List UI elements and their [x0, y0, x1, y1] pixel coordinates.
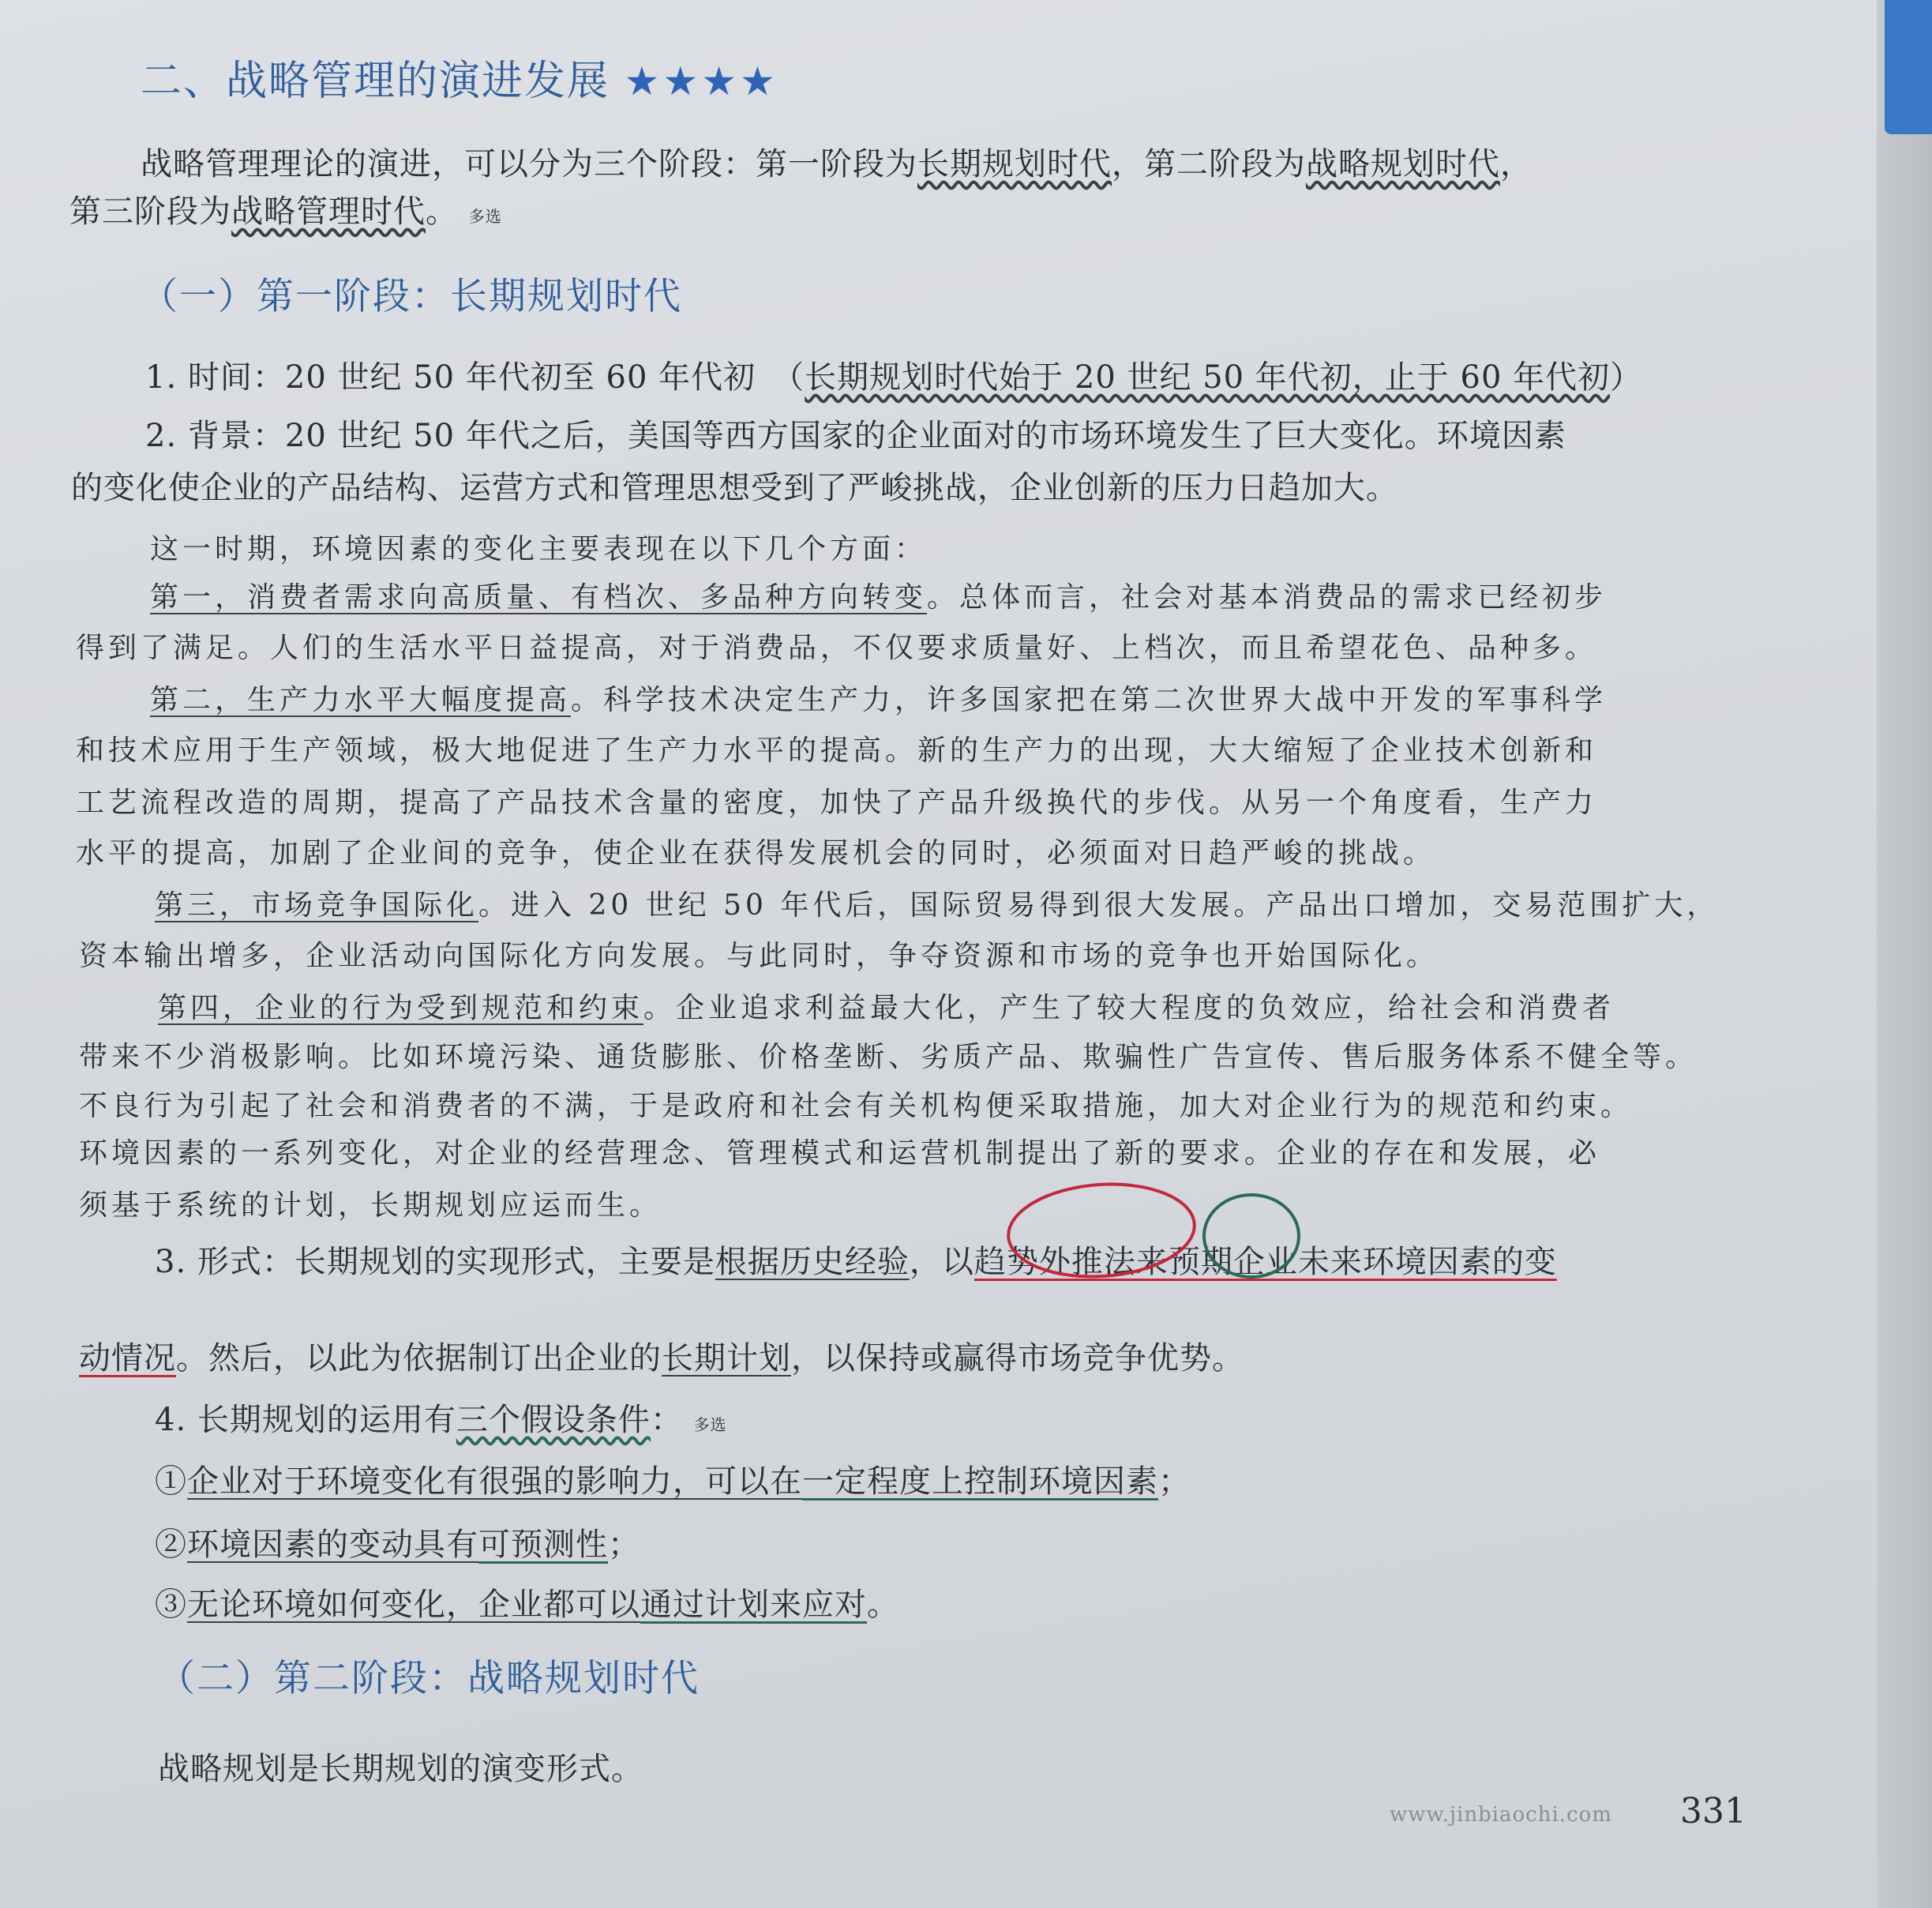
paragraph-line: [158, 986, 1615, 1026]
intro-term: 战略管理时代: [231, 193, 426, 230]
condition-text: 无论环境如何变化，企业都可以: [187, 1587, 640, 1623]
paragraph-line: [155, 883, 1719, 923]
assumption-text: ：: [650, 1402, 683, 1438]
stage1-heading: （一）第一阶段：长期规划时代: [141, 275, 682, 318]
paragraph-line: 须基于系统的计划，长期规划应运而生。: [79, 1189, 662, 1222]
background-line-2: 的变化使企业的产品结构、运营方式和管理思想受到了严峻挑战，企业创新的压力日趋加大。: [71, 470, 1398, 506]
form-text: 。然后，以此为依据制订出企业的: [176, 1340, 662, 1377]
intro-term: 长期规划时代: [917, 146, 1112, 182]
page-tab-marker: [1885, 0, 1932, 134]
condition-key: 通过计划来应对: [640, 1587, 867, 1623]
paragraph-line: 带来不少消极影响。比如环境污染、通货膨胀、价格垄断、劣质产品、欺骗性广告宣传、售后服务体系不健全等。: [79, 1041, 1698, 1073]
intro-text: 战略管理理论的演进，可以分为三个阶段：第一阶段为: [141, 146, 917, 182]
condition-1: [155, 1456, 1191, 1501]
section-title-text: 二、战略管理的演进发展: [141, 58, 610, 105]
paragraph-line: 这一时期，环境因素的变化主要表现在以下几个方面：: [150, 533, 928, 565]
intro-text: ，第二阶段为: [1112, 146, 1306, 182]
point-two: 第二，生产力水平大幅度提高: [150, 684, 572, 716]
paragraph-line: 不良行为引起了社会和消费者的不满，于是政府和社会有关机构便采取措施，加大对企业行为的规范和约束。: [79, 1090, 1634, 1122]
point-three: 第三，市场竞争国际化: [155, 889, 479, 922]
intro-text: ，: [1500, 146, 1532, 182]
form-text: ，以: [909, 1244, 974, 1280]
time-range: 长期规划时代始于 20 世纪 50 年代初，止于 60 年代初: [805, 359, 1611, 396]
condition-text: ；: [1158, 1463, 1191, 1500]
assumption-text: 4. 长期规划的运用有: [155, 1402, 456, 1438]
intro-line-1: [141, 139, 1532, 184]
condition-text: 环境因素的变动具有: [187, 1527, 478, 1563]
paragraph-text: 。总体而言，社会对基本消费品的需求已经初步: [927, 581, 1607, 614]
stage2-paragraph: 战略规划是长期规划的演变形式。: [158, 1751, 643, 1787]
paragraph-text: 。科学技术决定生产力，许多国家把在第二次世界大战中开发的军事科学: [571, 684, 1607, 716]
page-edge: [1877, 0, 1932, 1908]
condition-number: ③: [155, 1587, 187, 1623]
paragraph-line: 得到了满足。人们的生活水平日益提高，对于消费品，不仅要求质量好、上档次，而且希望花色、品种多。: [76, 632, 1598, 664]
form-term-circled: 趋势外推法来: [974, 1244, 1169, 1280]
paragraph-line: 环境因素的一系列变化，对企业的经营理念、管理模式和运营机制提出了新的要求。企业的存在和发展，必: [79, 1137, 1601, 1170]
form-term: 企业未来环境因素的变: [1232, 1244, 1557, 1280]
background-line-1: 2. 背景：20 世纪 50 年代之后，美国等西方国家的企业面对的市场环境发生了巨大变化。环境因素: [145, 418, 1566, 454]
condition-text: ；: [608, 1527, 640, 1563]
star-rating-icon: ★★★★: [624, 58, 778, 104]
form-text: ，以保持或赢得市场竞争优势。: [791, 1340, 1244, 1377]
form-term: 根据历史经验: [715, 1244, 910, 1280]
condition-key: 一定程度上控制环境因素: [802, 1463, 1158, 1500]
form-term: 长期计划: [662, 1340, 791, 1377]
footer-url: www.jinbiaochi.com: [1390, 1803, 1612, 1827]
section-title: [141, 47, 778, 107]
paragraph-line: [150, 678, 1607, 718]
condition-text: 企业对于环境变化有很强的影响力，可以在: [187, 1463, 802, 1500]
form-text: 3. 形式：长期规划的实现形式，主要是: [155, 1244, 715, 1280]
time-text: 1. 时间：20 世纪 50 年代初至 60 年代初 （: [145, 359, 805, 396]
intro-text: 。: [426, 193, 458, 230]
condition-key: 可预测性: [478, 1527, 608, 1563]
paragraph-text: 。企业追求利益最大化，产生了较大程度的负效应，给社会和消费者: [643, 992, 1615, 1024]
paragraph-line: 资本输出增多，企业活动向国际化方向发展。与此同时，争夺资源和市场的竞争也开始国际化。: [79, 940, 1439, 972]
point-one: 第一，消费者需求向高质量、有档次、多品种方向转变: [150, 581, 928, 614]
intro-line-2: [69, 186, 502, 231]
form-line-2: [79, 1333, 1244, 1378]
paragraph-text: 。进入 20 世纪 50 年代后，国际贸易得到很大发展。产品出口增加，交易范围扩大，: [478, 889, 1720, 922]
point-four: 第四，企业的行为受到规范和约束: [158, 992, 644, 1024]
paragraph-line: [150, 575, 1607, 615]
paragraph-line: 工艺流程改造的周期，提高了产品技术含量的密度，加快了产品升级换代的步伐。从另一个角度看，生产力: [76, 787, 1598, 819]
intro-term: 战略规划时代: [1306, 146, 1500, 182]
time-text: ）: [1610, 359, 1643, 396]
page-number: 331: [1680, 1791, 1746, 1831]
condition-number: ②: [155, 1527, 187, 1563]
assumption-term: 三个假设条件: [456, 1402, 651, 1438]
multi-choice-tag: 多选: [468, 207, 502, 226]
condition-3: [155, 1579, 899, 1624]
time-line: [145, 352, 1642, 397]
form-term-circled: 预期: [1168, 1244, 1233, 1280]
multi-choice-tag: 多选: [693, 1415, 727, 1434]
intro-text: 第三阶段为: [69, 193, 231, 230]
paragraph-line: 水平的提高，加剧了企业间的竞争，使企业在获得发展机会的同时，必须面对日趋严峻的挑战。: [76, 837, 1436, 869]
condition-number: ①: [155, 1463, 187, 1500]
form-term: 动情况: [79, 1340, 176, 1377]
condition-2: [155, 1519, 640, 1564]
condition-text: 。: [867, 1587, 899, 1623]
stage2-heading: （二）第二阶段：战略规划时代: [158, 1657, 700, 1700]
form-line-1: [155, 1237, 1557, 1282]
assumption-intro: [155, 1395, 727, 1440]
paragraph-line: 和技术应用于生产领域，极大地促进了生产力水平的提高。新的生产力的出现，大大缩短了企业技术创新和: [76, 734, 1598, 767]
